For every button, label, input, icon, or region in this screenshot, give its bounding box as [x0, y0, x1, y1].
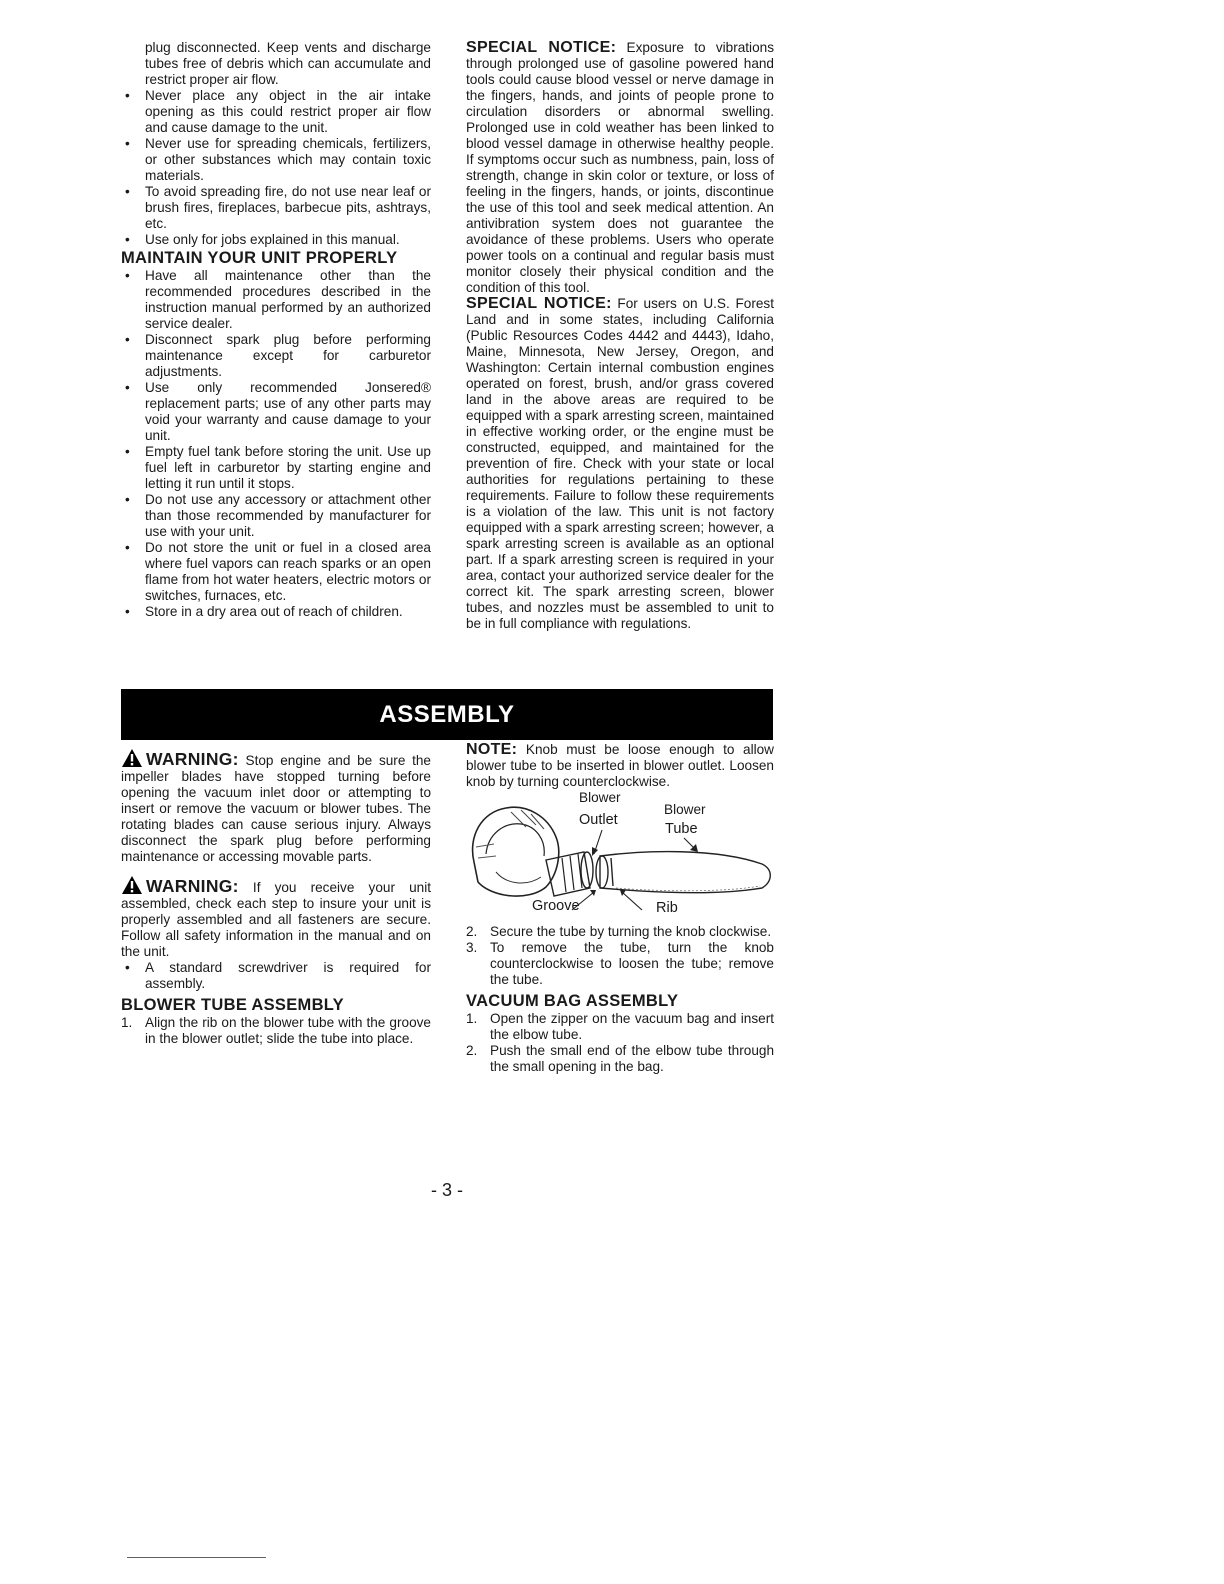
step-text: Open the zipper on the vacuum bag and insert the elbow tube. — [490, 1011, 774, 1042]
blower-tube-label: Blower — [664, 802, 706, 817]
step-text: To remove the tube, turn the knob counterclockwise to loosen the tube; remove the tube. — [490, 940, 774, 987]
warning-label: WARNING: — [146, 876, 239, 896]
warning-block-1 — [121, 748, 431, 865]
note-text: Knob must be loose enough to allow blower tube to be inserted in blower outlet. Loosen knob by turning counterclockwise. — [466, 742, 774, 789]
blower-diagram-drawing — [466, 792, 774, 920]
step-text: Push the small end of the elbow tube through the small opening in the bag. — [490, 1043, 774, 1074]
list-item: • Never place any object in the air intake opening as this could restrict proper air flow and cause damage to the unit. — [121, 88, 431, 136]
list-item: • Use only for jobs explained in this manual. — [121, 232, 431, 248]
step-item — [466, 924, 774, 940]
rib-label: Rib — [656, 900, 678, 916]
blower-steps-continued — [466, 924, 774, 988]
list-item: • Have all maintenance other than the recommended procedures described in the instruction manual performed by an authorized service dealer. — [121, 268, 431, 332]
list-item: • A standard screwdriver is required for assembly. — [121, 960, 431, 992]
note-block — [466, 742, 774, 790]
blower-outlet-label: Outlet — [579, 812, 618, 828]
warning-text: If you receive your unit assembled, check each step to insure your unit is properly assembled and all fasteners are secure. Follow all safety information in the manual and on the unit. — [121, 880, 431, 959]
list-item: • Use only recommended Jonsered® replacement parts; use of any other parts may void your warranty and cause damage to your unit. — [121, 380, 431, 444]
bottom-rule — [127, 1557, 266, 1558]
list-item: • Never use for spreading chemicals, fertilizers, or other substances which may contain toxic materials. — [121, 136, 431, 184]
step-text: Align the rib on the blower tube with the groove in the blower outlet; slide the tube into place. — [145, 1015, 431, 1046]
list-item: • Empty fuel tank before storing the unit. Use up fuel left in carburetor by starting engine and letting it run until it stops. — [121, 444, 431, 492]
step-item — [121, 1015, 431, 1047]
blower-tube-label: Tube — [665, 821, 698, 837]
list-item: • Do not store the unit or fuel in a closed area where fuel vapors can reach sparks or an open flame from hot water heaters, electric motors or switches, furnaces, etc. — [121, 540, 431, 604]
special-notice-text: Exposure to vibrations through prolonged use of gasoline powered hand tools could cause blood vessel or nerve damage in the fingers, hands, and joints of people prone to circulation disorders or abnormal swelling. Prolonged use in cold weather has been linked to blood vessel damage in otherwise healthy people. If symptoms occur such as numbness, pain, loss of strength, change in skin color or texture, or loss of feeling in the fingers, hands, or joints, discontinue the use of this tool and seek medical attention. An antivibration system does not guarantee the avoidance of these problems. Users who operate power tools on a continual and regular basis must monitor closely their physical condition and the condition of this tool. — [466, 40, 774, 295]
note-label: NOTE: — [466, 741, 518, 758]
maintain-heading: MAINTAIN YOUR UNIT PROPERLY — [121, 249, 398, 267]
vacuum-steps — [466, 1011, 774, 1075]
step-number: 2. — [466, 924, 478, 939]
list-item: • Do not use any accessory or attachment other than those recommended by manufacturer for use with your unit. — [121, 492, 431, 540]
left-column — [121, 40, 431, 620]
warning-block-2 — [121, 875, 431, 960]
assembly-left-column — [121, 748, 431, 1047]
step-number: 3. — [466, 940, 478, 955]
maintain-bullet-list — [121, 268, 431, 620]
safety-bullet-list — [121, 88, 431, 248]
warning-triangle-icon — [121, 748, 143, 768]
special-notice-label: SPECIAL NOTICE: — [466, 295, 612, 312]
assembly-banner: ASSEMBLY — [121, 689, 773, 740]
step-text: Secure the tube by turning the knob clockwise. — [490, 924, 772, 939]
warning-text: Stop engine and be sure the impeller blades have stopped turning before opening the vacuum inlet door or attempting to insert or remove the vacuum or blower tubes. The rotating blades can cause serious injury. Always disconnect the spark plug before performing maintenance or accessing movable parts. — [121, 753, 431, 864]
special-notice-vibration — [466, 40, 774, 296]
list-item: • Store in a dry area out of reach of children. — [121, 604, 431, 620]
blower-tube-heading: BLOWER TUBE ASSEMBLY — [121, 996, 344, 1014]
step-number: 1. — [466, 1011, 478, 1026]
blower-tube-diagram — [466, 792, 774, 920]
step-number: 2. — [466, 1043, 478, 1058]
blower-steps — [121, 1015, 431, 1047]
continued-paragraph: plug disconnected. Keep vents and discharge tubes free of debris which can accumulate and restrict proper air flow. — [145, 40, 431, 87]
page-number: - 3 - — [430, 1180, 463, 1200]
assembly-right-column — [466, 742, 774, 1075]
blower-outlet-label: Blower — [579, 790, 621, 805]
warning-triangle-icon — [121, 875, 143, 895]
vacuum-bag-heading: VACUUM BAG ASSEMBLY — [466, 992, 679, 1010]
step-item — [466, 940, 774, 988]
special-notice-text: For users on U.S. Forest Land and in some states, including California (Public Resources Codes 4442 and 4443), Idaho, Maine, Minnesota, New Jersey, Oregon, and Washington: Certain internal combustion engines operated on forest, brush, and/or grass covered land in the above areas are required to be equipped with a spark arresting screen, maintained in effective working order, or the engine must be constructed, equipped, and maintained for the prevention of fire. Check with your state or local authorities for regulations pertaining to these requirements. Failure to follow these requirements is a violation of the law. This unit is not factory equipped with a spark arresting screen; however, a spark arresting screen is available as an optional part. If a spark arresting screen is required in your area, contact your authorized service dealer for the correct kit. The spark arresting screen, blower tubes, and nozzles must be assembled to unit to be in full compliance with regulations. — [466, 296, 774, 631]
right-column — [466, 40, 774, 632]
tool-bullet-list — [121, 960, 431, 992]
groove-label: Groove — [532, 898, 580, 914]
special-notice-forest — [466, 296, 774, 632]
list-item: • To avoid spreading fire, do not use near leaf or brush fires, fireplaces, barbecue pits, ashtrays, etc. — [121, 184, 431, 232]
list-item: • Disconnect spark plug before performing maintenance except for carburetor adjustments. — [121, 332, 431, 380]
special-notice-label: SPECIAL NOTICE: — [466, 39, 617, 56]
step-number: 1. — [121, 1015, 133, 1030]
warning-label: WARNING: — [146, 749, 239, 769]
step-item — [466, 1043, 774, 1075]
step-item — [466, 1011, 774, 1043]
